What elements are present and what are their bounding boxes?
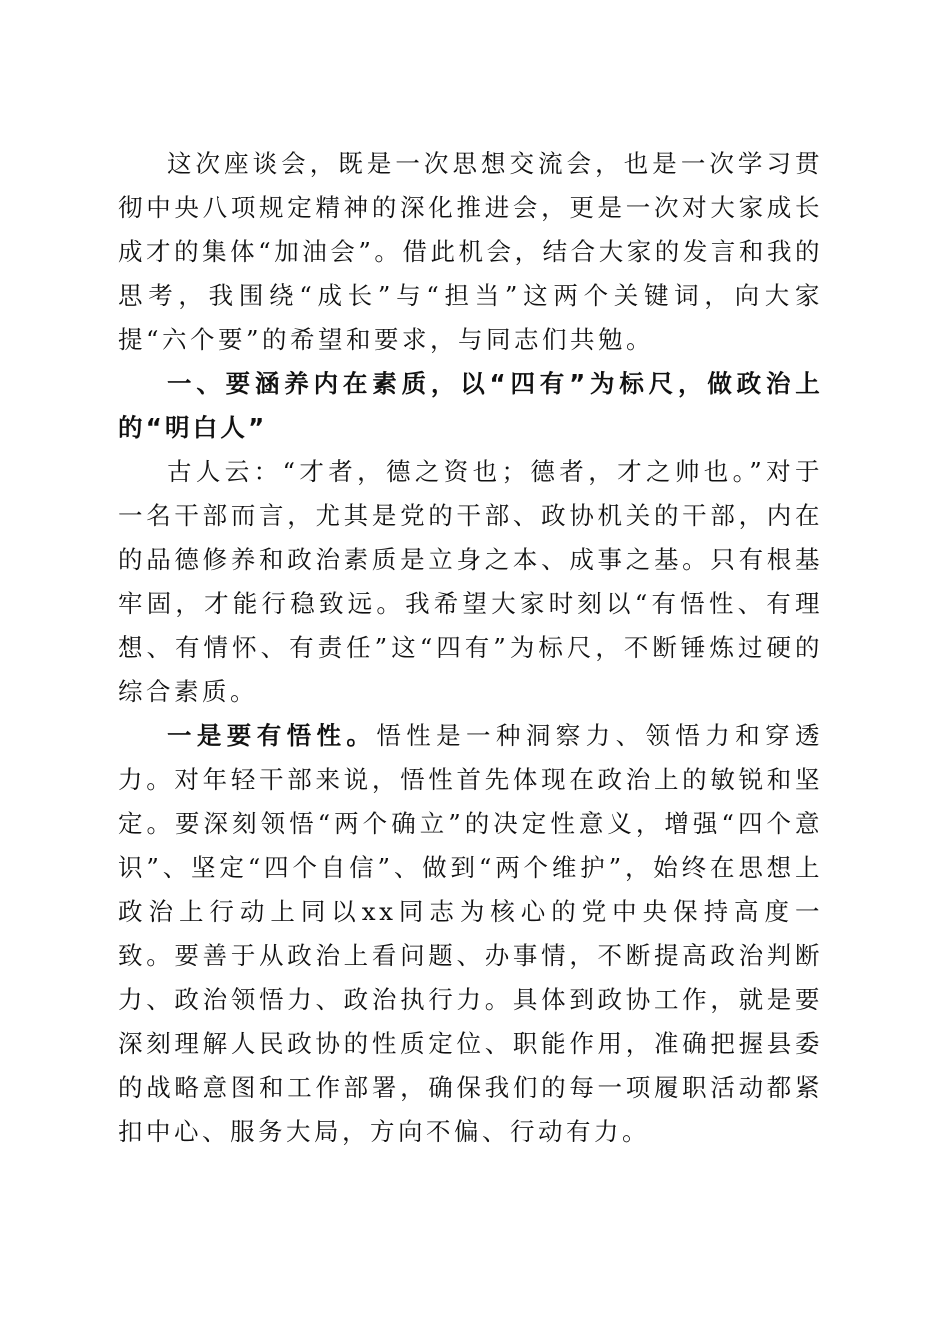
point-one-lead: 一是要有悟性。 — [167, 721, 377, 750]
point-one-body: 悟性是一种洞察力、领悟力和穿透力。对年轻干部来说，悟性首先体现在政治上的敏锐和坚定。要深刻领悟“两个确立”的决定性意义，增强“四个意识”、坚定“四个自信”、做到“两个维护”，始终在思想上政治上行动上同以xx同志为核心的党中央保持高度一致。要善于从政治上看问题、办事情，不断提高政治判断力、政治领悟力、政治执行力。具体到政协工作，就是要深刻理解人民政协的性质定位、职能作用，准确把握县委的战略意图和工作部署，确保我们的每一项履职活动都紧扣中心、服务大局，方向不偏、行动有力。 — [118, 721, 824, 1146]
intro-paragraph: 这次座谈会，既是一次思想交流会，也是一次学习贯彻中央八项规定精神的深化推进会，更是一次对大家成长成才的集体“加油会”。借此机会，结合大家的发言和我的思考，我围绕“成长”与“担当”这两个关键词，向大家提“六个要”的希望和要求，与同志们共勉。 — [118, 149, 823, 354]
section-heading: 一、要涵养内在素质，以“四有”为标尺，做政治上的“明白人” — [118, 369, 823, 442]
point-one-paragraph — [118, 714, 823, 1154]
section-intro-paragraph: 古人云：“才者，德之资也；德者，才之帅也。”对于一名干部而言，尤其是党的干部、政协机关的干部，内在的品德修养和政治素质是立身之本、成事之基。只有根基牢固，才能行稳致远。我希望大家时刻以“有悟性、有理想、有情怀、有责任”这“四有”为标尺，不断锤炼过硬的综合素质。 — [118, 457, 823, 706]
document-body — [118, 142, 823, 1154]
